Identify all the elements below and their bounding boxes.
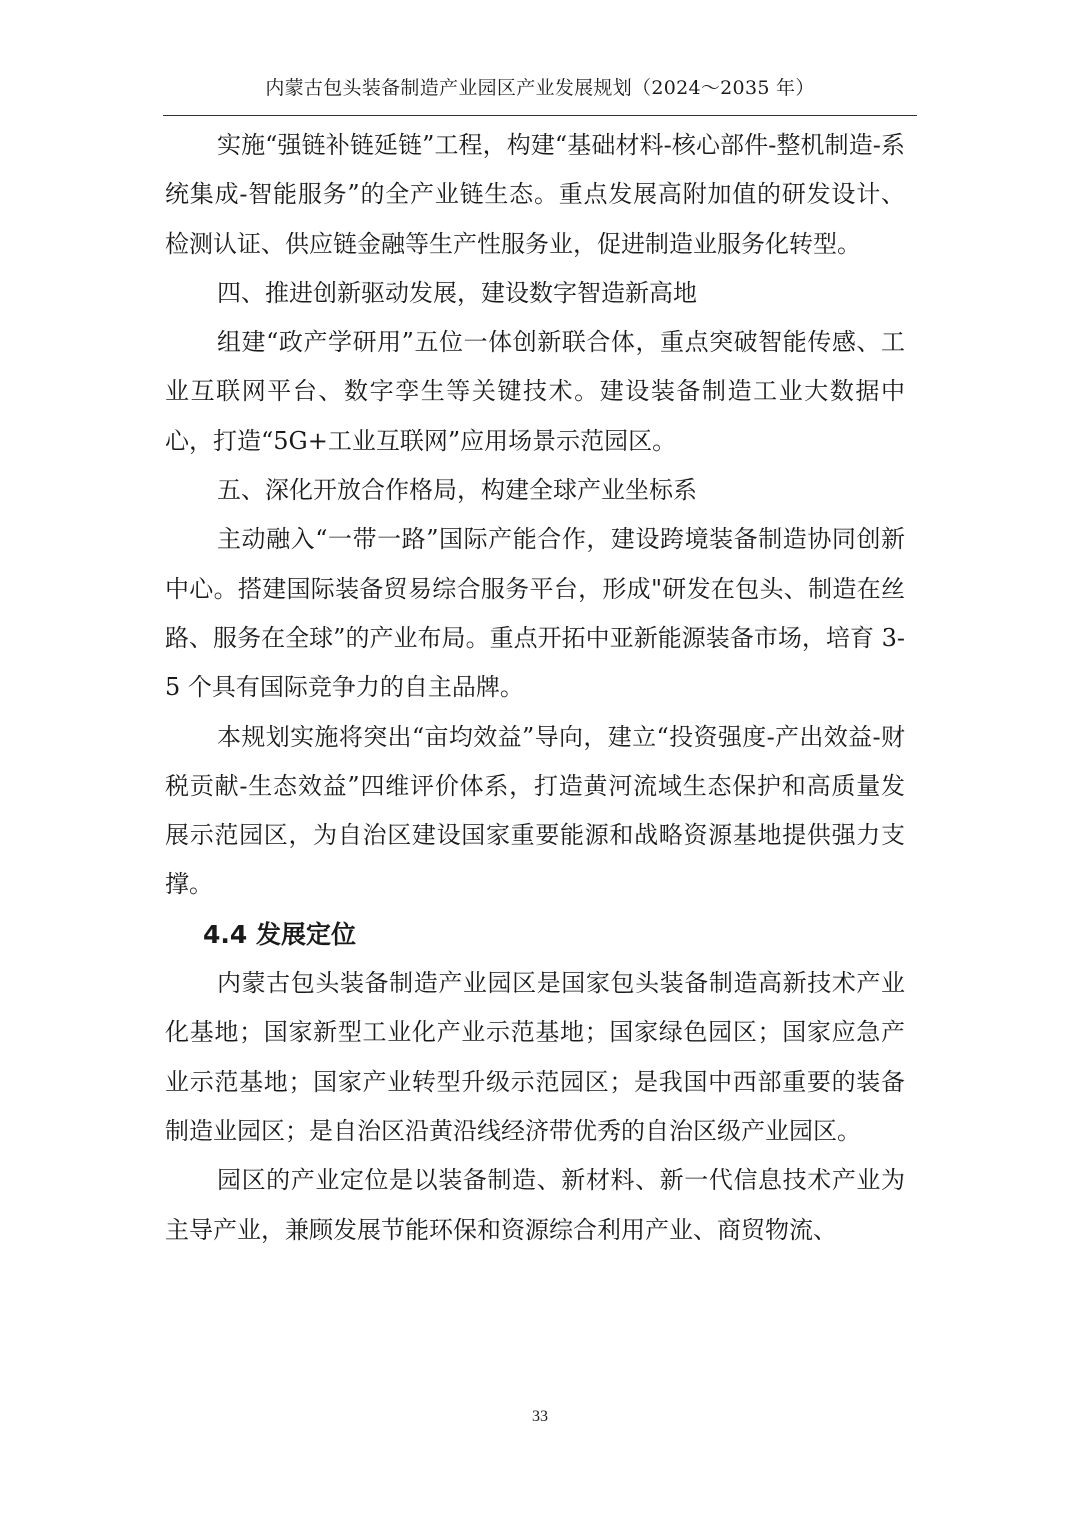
running-header: 内蒙古包头装备制造产业园区产业发展规划（2024～2035 年） — [265, 77, 815, 99]
header-divider — [163, 115, 917, 116]
paragraph-evaluation-system: 本规划实施将突出“亩均效益”导向，建立“投资强度-产出效益-财税贡献-生态效益”四维评价体系，打造黄河流域生态保护和高质量发展示范园区，为自治区建设国家重要能源和战略资源基地提供强力支撑。 — [165, 722, 905, 899]
paragraph-opening-up: 主动融入“一带一路”国际产能合作，建设跨境装备制造协同创新中心。搭建国际装备贸易综合服务平台，形成"研发在包头、制造在丝路、服务在全球”的产业布局。重点开拓中亚新能源装备市场，培育 3-5 个具有国际竞争力的自主品牌。 — [165, 525, 905, 702]
paragraph-innovation: 组建“政产学研用”五位一体创新联合体，重点突破智能传感、工业互联网平台、数字孪生等关键技术。建设装备制造工业大数据中心，打造“5G+工业互联网”应用场景示范园区。 — [165, 328, 905, 455]
heading-opening-up: 五、深化开放合作格局，构建全球产业坐标系 — [217, 476, 697, 505]
paragraph-park-positioning: 内蒙古包头装备制造产业园区是国家包头装备制造高新技术产业化基地；国家新型工业化产业示范基地；国家绿色园区；国家应急产业示范基地；国家产业转型升级示范园区；是我国中西部重要的装备制造业园区；是自治区沿黄沿线经济带优秀的自治区级产业园区。 — [165, 969, 905, 1145]
page-number: 33 — [532, 1408, 548, 1425]
paragraph-industry-positioning: 园区的产业定位是以装备制造、新材料、新一代信息技术产业为主导产业，兼顾发展节能环保和资源综合利用产业、商贸物流、 — [165, 1166, 905, 1244]
heading-innovation: 四、推进创新驱动发展，建设数字智造新高地 — [217, 278, 697, 307]
paragraph-industry-chain: 实施“强链补链延链”工程，构建“基础材料-核心部件-整机制造-系统集成-智能服务”的全产业链生态。重点发展高附加值的研发设计、检测认证、供应链金融等生产性服务业，促进制造业服务化转型。 — [165, 131, 905, 258]
page-content — [165, 121, 905, 1255]
section-title: 4.4 发展定位 — [203, 919, 356, 949]
